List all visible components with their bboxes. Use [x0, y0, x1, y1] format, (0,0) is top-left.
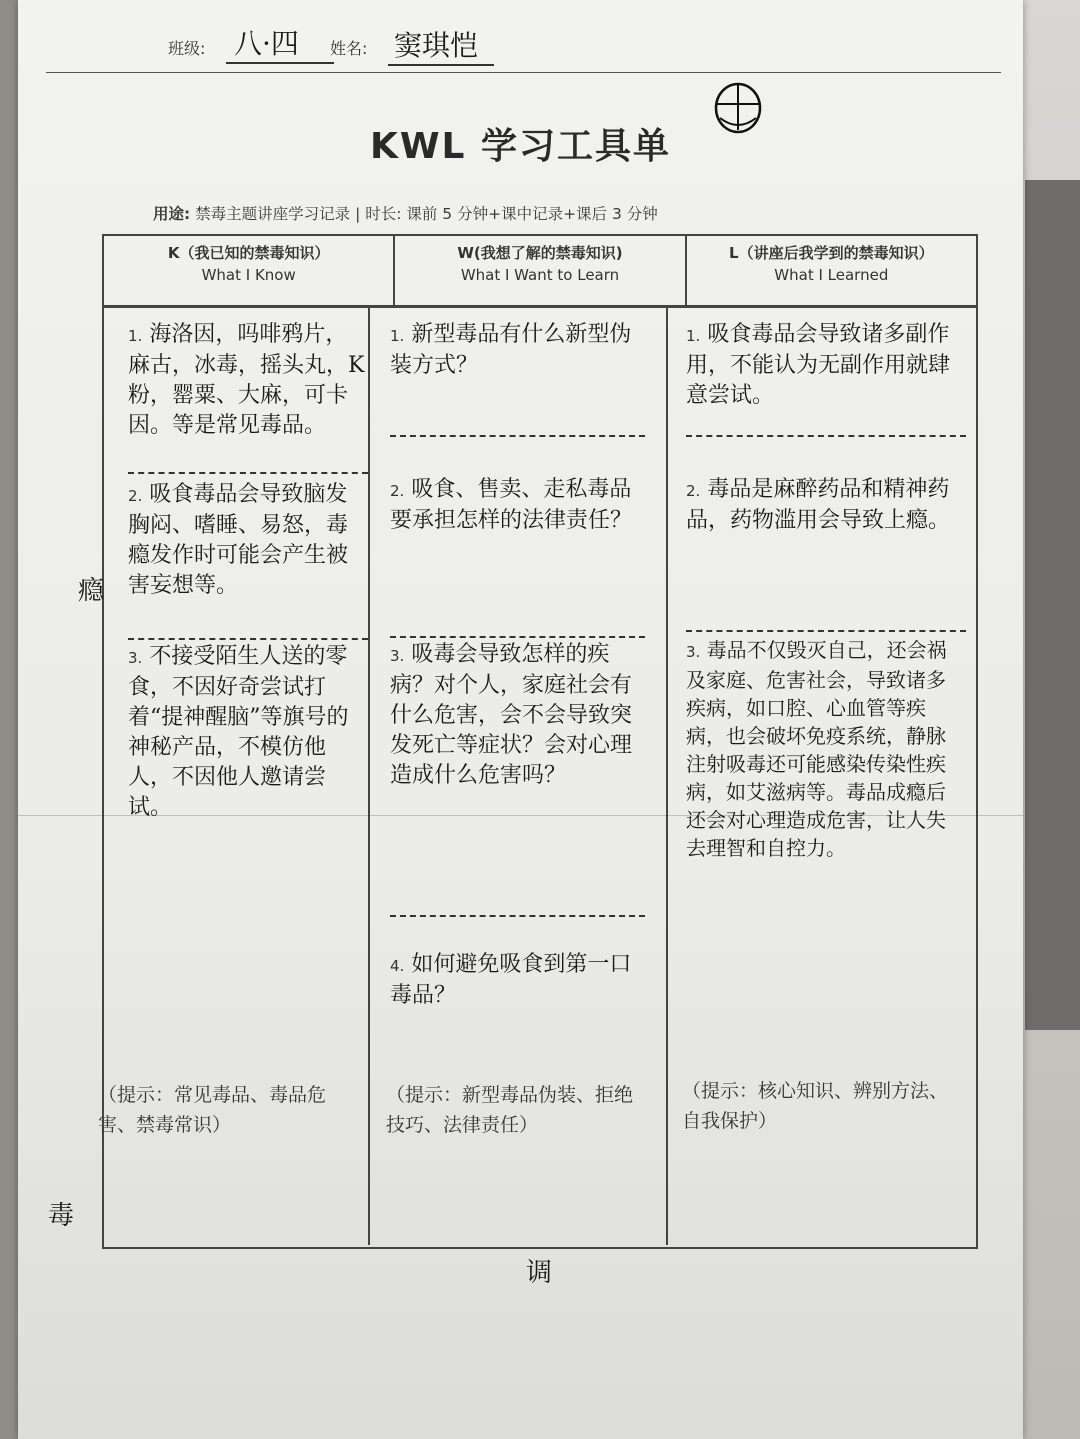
column-w-subtitle: What I Want to Learn [460, 266, 620, 284]
w-divider-1 [390, 435, 645, 437]
usage-line [153, 202, 658, 224]
column-l-title: L（讲座后我学到的禁毒知识） [729, 244, 934, 262]
margin-note-bottom-center: 调 [526, 1258, 553, 1288]
column-k-title: K（我已知的禁毒知识） [167, 244, 330, 262]
page-title: KWL 学习工具单 [369, 126, 672, 167]
column-w-title: W(我想了解的禁毒知识) [457, 244, 623, 262]
paper-fold-line [18, 815, 1023, 816]
column-l-header [686, 235, 977, 307]
usage-text: 禁毒主题讲座学习记录 | 时长: 课前 5 分钟+课中记录+课后 3 分钟 [195, 205, 658, 223]
class-label: 班级: [168, 39, 206, 58]
w-entry-4: 4. 如何避免吸食到第一口毒品？ [390, 952, 632, 1008]
w-entry-3: 3. 吸毒会导致怎样的疾病？对个人，家庭社会有什么危害，会不会导致突发死亡等症状？会对心理造成什么危害吗？ [390, 642, 633, 788]
usage-label: 用途: [153, 205, 191, 223]
w-divider-2 [390, 636, 645, 638]
l-divider-1 [686, 435, 966, 437]
l-entry-3: 3. 毒品不仅毁灭自己，还会祸及家庭、危害社会，导致诸多疾病，如口腔、心血管等疾病，也会破坏免疫系统，静脉注射吸毒还可能感染传染性疾病，如艾滋病等。毒品成瘾后还会对心理造成危害，让人失去理智和自控力。 [686, 638, 947, 860]
class-value: 八·四 [226, 22, 334, 64]
k-divider-1 [128, 472, 368, 474]
w-divider-3 [390, 915, 645, 917]
l-hint: （提示：核心知识、辨别方法、自我保护） [682, 1080, 949, 1132]
column-w-header [394, 235, 685, 307]
k-divider-2 [128, 638, 368, 640]
l-entry-1: 1. 吸食毒品会导致诸多副作用，不能认为无副作用就肆意尝试。 [686, 322, 951, 408]
l-entry-2: 2. 毒品是麻醉药品和精神药品，药物滥用会导致上瘾。 [686, 477, 951, 533]
column-k-header [103, 235, 394, 307]
k-entry-3: 3. 不接受陌生人送的零食，不因好奇尝试打着“提神醒脑”等旗号的神秘产品，不模仿他人，不因他人邀请尝试。 [128, 644, 349, 820]
name-label: 姓名: [330, 39, 368, 58]
margin-note-left: 瘾 [78, 576, 105, 606]
column-l-subtitle: What I Learned [774, 266, 889, 284]
column-divider-1 [368, 305, 370, 1245]
column-divider-2 [666, 305, 668, 1245]
w-hint: （提示：新型毒品伪装、拒绝技巧、法律责任） [386, 1084, 634, 1136]
k-hint: （提示：常见毒品、毒品危害、禁毒常识） [98, 1084, 327, 1136]
w-entry-1: 1. 新型毒品有什么新型伪装方式？ [390, 322, 632, 378]
l-divider-2 [686, 630, 966, 632]
header-divider [46, 72, 1001, 73]
k-entry-2: 2. 吸食毒品会导致脑发胸闷、嗜睡、易怒，毒瘾发作时可能会产生被害妄想等。 [128, 482, 349, 598]
worksheet-paper [18, 0, 1023, 1439]
background-shadow [1025, 180, 1080, 1030]
name-value: 窦琪恺 [388, 24, 494, 66]
k-entry-1: 1. 海洛因，吗啡鸦片，麻古，冰毒，摇头丸，K粉，罂粟、大麻，可卡因。等是常见毒品。 [128, 322, 365, 438]
column-k-subtitle: What I Know [201, 266, 296, 284]
w-entry-2: 2. 吸食、售卖、走私毒品要承担怎样的法律责任？ [390, 477, 633, 533]
kwl-header-row [102, 234, 978, 308]
margin-note-bottom-left: 毒 [48, 1201, 75, 1231]
